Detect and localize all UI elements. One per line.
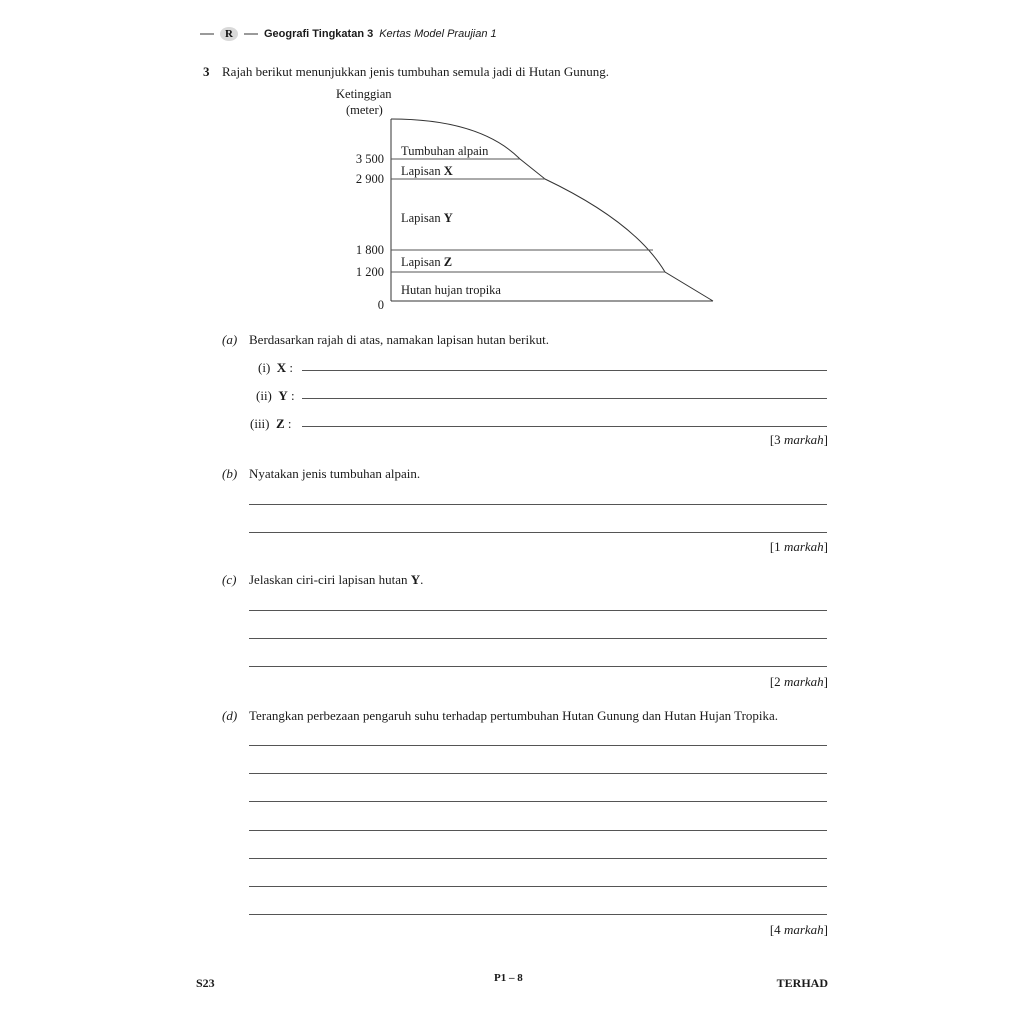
answer-line-a-y[interactable]: [302, 398, 827, 399]
tick-label: 0: [377, 298, 384, 312]
part-b-text: Nyatakan jenis tumbuhan alpain.: [249, 466, 421, 481]
part-a-label: (a): [222, 332, 238, 347]
publisher-logo: R: [220, 27, 238, 41]
part-d-label: (d): [222, 708, 238, 723]
part-b-label: (b): [222, 466, 238, 481]
answer-line-d-4[interactable]: [249, 830, 827, 831]
layer-y-label: Lapisan Y: [401, 211, 453, 225]
question-text: Rajah berikut menunjukkan jenis tumbuhan semula jadi di Hutan Gunung.: [222, 64, 610, 79]
answer-line-c-3[interactable]: [249, 666, 827, 667]
answer-line-b-1[interactable]: [249, 504, 827, 505]
marks-a: [3 markah]: [769, 432, 828, 447]
marks-b: [1 markah]: [769, 539, 828, 554]
logo-wing-right: [244, 33, 258, 35]
answer-line-c-2[interactable]: [249, 638, 827, 639]
part-d-text: Terangkan perbezaan pengaruh suhu terhadap pertumbuhan Hutan Gunung dan Hutan Hujan Tropika.: [249, 708, 779, 723]
layer-alpine-label: Tumbuhan alpain: [401, 144, 489, 158]
footer-page-number: P1 – 8: [494, 972, 523, 984]
tick-label: 3 500: [355, 152, 384, 166]
layer-z-label: Lapisan Z: [401, 255, 453, 269]
answer-line-d-1[interactable]: [249, 745, 827, 746]
answer-line-a-z[interactable]: [302, 426, 827, 427]
part-a-item-x: (i) X :: [258, 360, 294, 375]
part-c-text: Jelaskan ciri-ciri lapisan hutan Y.: [249, 572, 424, 587]
answer-line-b-2[interactable]: [249, 532, 827, 533]
answer-line-d-6[interactable]: [249, 886, 827, 887]
header-subtitle: Kertas Model Praujian 1: [379, 28, 497, 40]
layer-x-label: Lapisan X: [401, 164, 453, 178]
mountain-vegetation-diagram: [330, 82, 720, 312]
answer-line-d-7[interactable]: [249, 914, 827, 915]
part-a-item-y: (ii) Y :: [256, 388, 295, 403]
answer-line-a-x[interactable]: [302, 370, 827, 371]
axis-title-line1: Ketinggian: [336, 87, 392, 101]
part-a-text: Berdasarkan rajah di atas, namakan lapisan hutan berikut.: [249, 332, 549, 347]
axis-title-line2: (meter): [346, 103, 383, 117]
answer-line-d-2[interactable]: [249, 773, 827, 774]
marks-c: [2 markah]: [769, 674, 828, 689]
logo-wing-left: [200, 33, 214, 35]
marks-d: [4 markah]: [769, 922, 828, 937]
question-number: 3: [203, 64, 210, 79]
part-a-item-z: (iii) Z :: [250, 416, 292, 431]
footer-classification: TERHAD: [776, 976, 828, 990]
tick-label: 1 800: [355, 243, 384, 257]
part-c-label: (c): [222, 572, 237, 587]
footer-code: S23: [196, 976, 215, 990]
answer-line-d-3[interactable]: [249, 801, 827, 802]
header-title: Geografi Tingkatan 3: [264, 28, 374, 40]
answer-line-d-5[interactable]: [249, 858, 827, 859]
layer-tropical-label: Hutan hujan tropika: [401, 283, 501, 297]
page-header: [200, 26, 497, 42]
tick-label: 2 900: [355, 172, 384, 186]
tick-label: 1 200: [355, 265, 384, 279]
answer-line-c-1[interactable]: [249, 610, 827, 611]
